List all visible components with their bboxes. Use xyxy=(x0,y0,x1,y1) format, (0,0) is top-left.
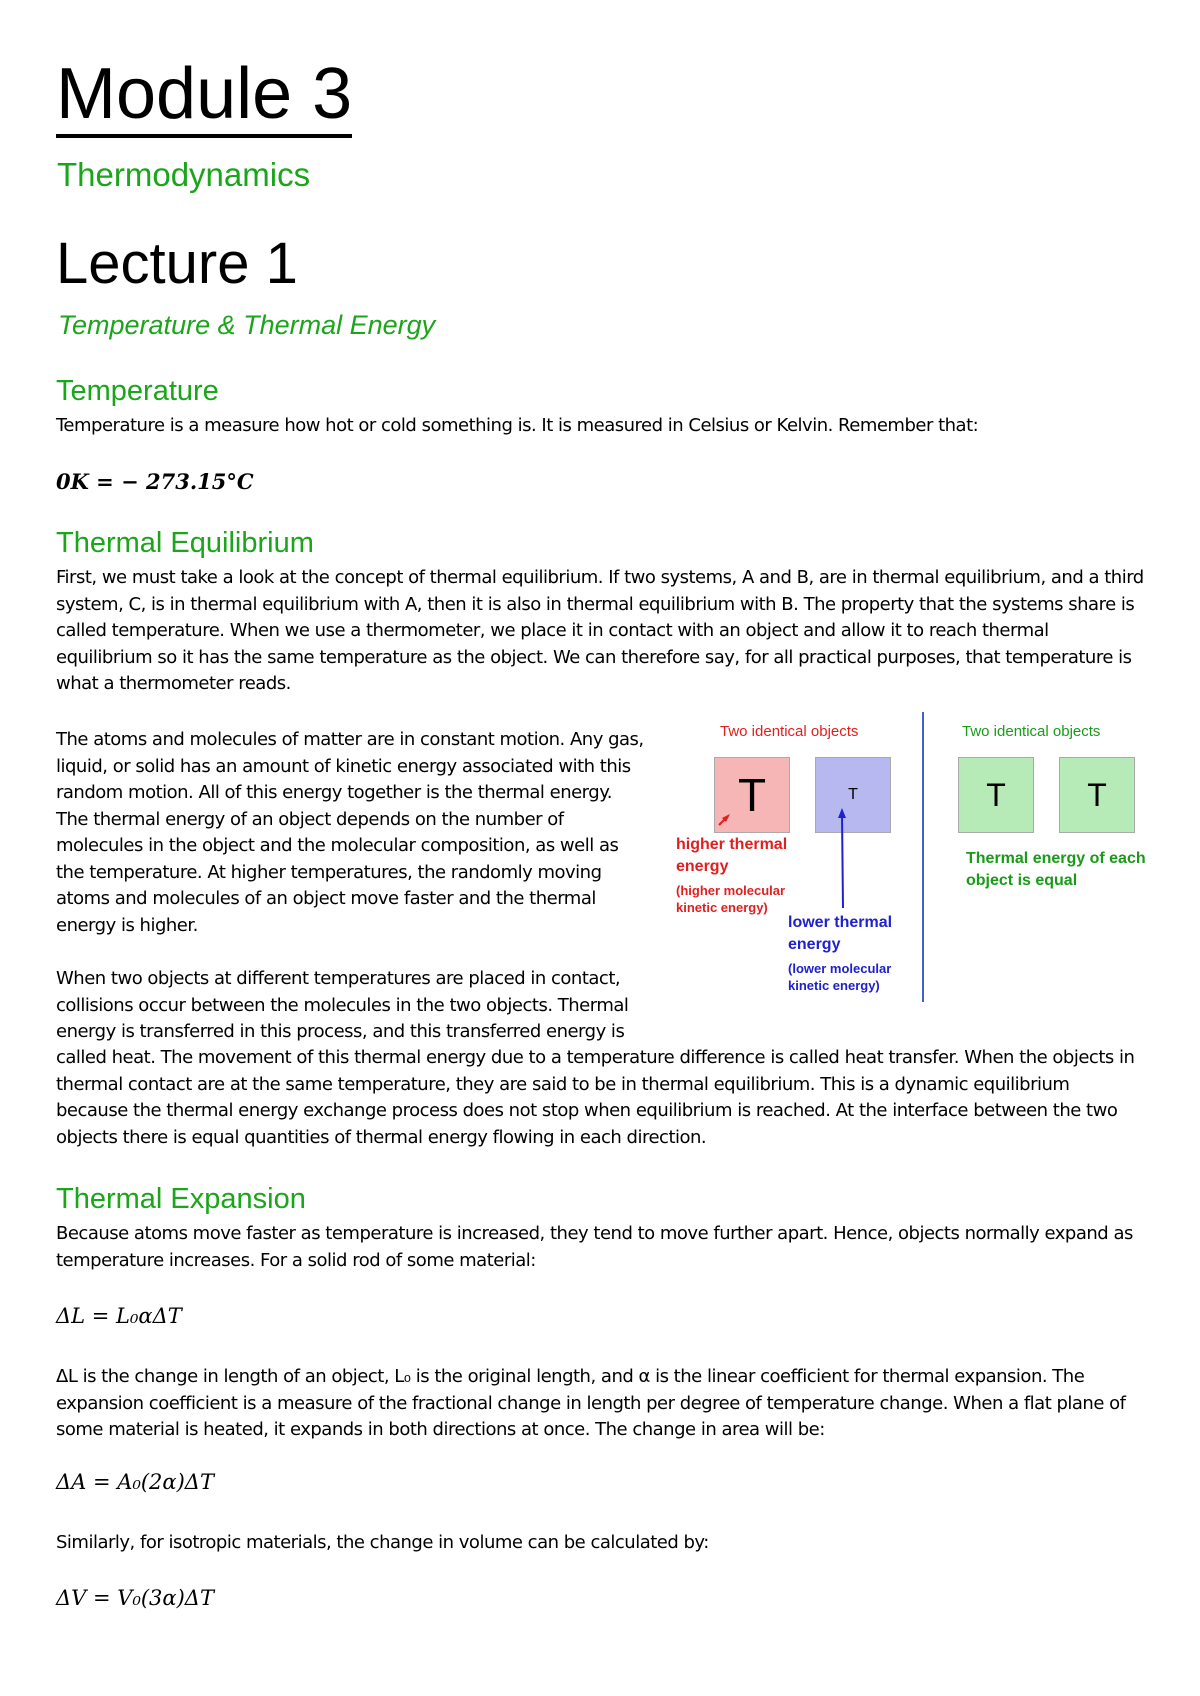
higher-thermal-label: higher thermal energy xyxy=(676,836,788,875)
lower-thermal-label: lower thermal energy xyxy=(788,914,893,953)
equal-thermal-label: Thermal energy of each object is equal xyxy=(966,850,1146,889)
lecture-title: Lecture 1 xyxy=(56,231,298,296)
module-subtitle: Thermodynamics xyxy=(57,156,311,193)
temperature-text: Temperature is a measure how hot or cold something is. It is measured in Celsius or Kelvin. Remember that: xyxy=(56,415,979,436)
equal-object-box-1 xyxy=(958,757,1034,833)
lower-thermal-sub: (lower molecular kinetic energy) xyxy=(788,961,892,993)
temperature-heading: Temperature xyxy=(56,375,219,407)
equal-object-box-2 xyxy=(1059,757,1135,833)
figure-right-title: Two identical objects xyxy=(962,723,1101,740)
equilibrium-heading: Thermal Equilibrium xyxy=(56,527,314,559)
figure-left-title: Two identical objects xyxy=(720,723,859,740)
blue-arrow xyxy=(842,814,843,908)
lecture-subtitle: Temperature & Thermal Energy xyxy=(58,310,436,340)
small-t-label: T xyxy=(848,786,858,803)
higher-thermal-sub: (higher molecular kinetic energy) xyxy=(676,883,786,915)
equal-t-label-2: T xyxy=(1087,776,1107,813)
equilibrium-paragraph-3a: When two objects at different temperatures are placed in contact, collisions occur between the molecules in the two objects. Thermal energy is transferred in this process, and this transferred energy is xyxy=(56,968,629,1042)
equilibrium-paragraph-1: First, we must take a look at the concept of thermal equilibrium. If two systems, A and B, are in thermal equilibrium, and a third system, C, is in thermal equilibrium with A, then it is also in thermal equilibrium with B. The property that the systems share is called temperature. When we use a thermometer, we place it in contact with an object and allow it to reach thermal equilibrium so it has the same temperature as the object. We can therefore say, for all practical purposes, that temperature is what a thermometer reads. xyxy=(56,567,1144,694)
blue-arrowhead xyxy=(838,808,846,818)
linear-expansion-equation: ΔL = L₀αΔT xyxy=(56,1304,182,1328)
expansion-paragraph-3: Similarly, for isotropic materials, the change in volume can be calculated by: xyxy=(56,1532,709,1553)
equilibrium-paragraph-2: The atoms and molecules of matter are in constant motion. Any gas, liquid, or solid has an amount of kinetic energy associated with this random motion. All of this energy together is the thermal energy. The thermal energy of an object depends on the number of molecules in the object and the molecular composition, as well as the temperature. At higher temperatures, the randomly moving atoms and molecules of an object move faster and the thermal energy is higher. xyxy=(56,729,644,936)
big-t-label: T xyxy=(737,769,767,821)
expansion-paragraph-2: ΔL is the change in length of an object, L₀ is the original length, and α is the linear coefficient for thermal expansion. The expansion coefficient is a measure of the fractional change in length per degree of temperature change. When a flat plane of some material is heated, it expands in both directions at once. The change in area will be: xyxy=(56,1366,1126,1440)
volume-expansion-equation: ΔV = V₀(3α)ΔT xyxy=(56,1586,214,1610)
expansion-heading: Thermal Expansion xyxy=(56,1183,306,1215)
equal-t-label-1: T xyxy=(986,776,1006,813)
module-title: Module 3 xyxy=(56,58,352,138)
equilibrium-paragraph-3b: called heat. The movement of this thermal energy due to a temperature difference is called heat transfer. When the objects in thermal contact are at the same temperature, they are said to be in thermal equilibrium. This is a dynamic equilibrium because the thermal energy exchange process does not stop when equilibrium is reached. At the interface between the two objects there is equal quantities of thermal energy flowing in each direction. xyxy=(56,1047,1135,1148)
kelvin-equation: 0K = − 273.15°C xyxy=(56,469,254,494)
area-expansion-equation: ΔA = A₀(2α)ΔT xyxy=(56,1470,214,1494)
thermal-energy-figure xyxy=(670,712,1145,1012)
expansion-paragraph-1: Because atoms move faster as temperature is increased, they tend to move further apart. Hence, objects normally expand as temperature increases. For a solid rod of some material: xyxy=(56,1223,1133,1271)
